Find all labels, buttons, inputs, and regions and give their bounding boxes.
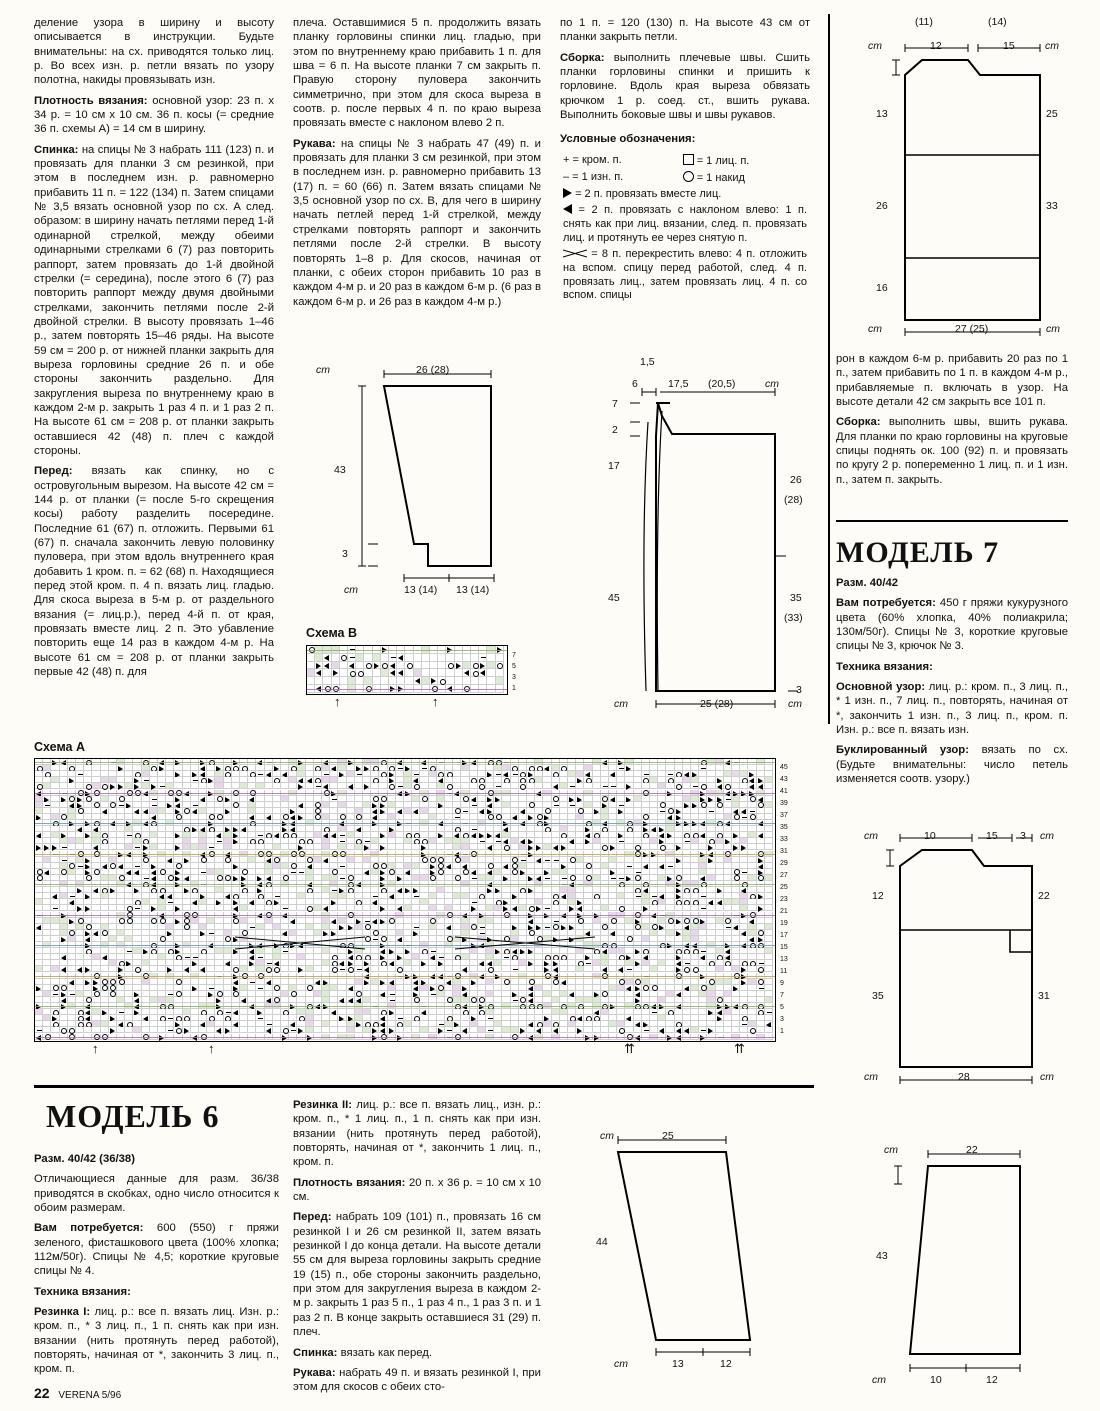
dim-label: 12 bbox=[930, 40, 942, 52]
repeat-arrow-icon: ↑ bbox=[334, 694, 341, 709]
chart-cell bbox=[373, 654, 381, 662]
diagram-sleeve-main bbox=[600, 356, 825, 716]
unit-label: cm bbox=[1040, 830, 1054, 842]
chart-cell bbox=[397, 662, 405, 670]
paragraph bbox=[836, 660, 1068, 674]
chart-cell bbox=[389, 654, 397, 662]
assembly-heading: Сборка: bbox=[560, 51, 605, 64]
chart-cell bbox=[364, 654, 372, 662]
chart-cell bbox=[373, 677, 381, 685]
dim-label: 44 bbox=[596, 1236, 608, 1248]
chart-row-label: 31 bbox=[780, 848, 788, 855]
dim-label: 43 bbox=[334, 464, 346, 476]
front-heading: Перед: bbox=[34, 465, 73, 478]
unit-label: cm bbox=[765, 378, 779, 390]
dim-label: 12 bbox=[872, 890, 884, 902]
chart-row-label: 1 bbox=[780, 1028, 784, 1035]
chart-cell bbox=[381, 662, 389, 670]
chart-cell bbox=[446, 662, 454, 670]
text-column-1 bbox=[34, 16, 274, 685]
model6-title: МОДЕЛЬ 6 bbox=[46, 1098, 220, 1134]
chart-row-label: 5 bbox=[512, 663, 516, 670]
dim-label: 25 bbox=[1046, 108, 1058, 120]
rib2-heading: Резинка II: bbox=[293, 1099, 353, 1111]
chart-cell bbox=[496, 654, 504, 662]
rib1-heading: Резинка I: bbox=[34, 1306, 91, 1319]
chart-cell bbox=[364, 669, 372, 677]
dim-label: 35 bbox=[872, 990, 884, 1002]
legend-row: = 2 п. провязать вместе лиц. bbox=[560, 187, 810, 203]
paragraph: Плотность вязания: 20 п. х 36 р. = 10 см х 10 см. bbox=[293, 1176, 542, 1204]
paragraph: Буклированный узор: вязать по сх. (Будьте внимательны: число петель изменяется соотв. узору.) bbox=[836, 744, 1068, 786]
chart-cell bbox=[414, 677, 422, 685]
text-column-4 bbox=[836, 352, 1068, 493]
chart-cell bbox=[397, 654, 405, 662]
back-heading: Спинка: bbox=[34, 143, 79, 156]
chart-cell bbox=[405, 662, 413, 670]
chart-cell bbox=[340, 677, 348, 685]
chart-cell bbox=[405, 677, 413, 685]
paragraph: Перед: вязать как спинку, но с островугольным вырезом. На высоте 42 см = 144 р. от планки (= после 5-го скрещения косы) работу разделить посередине. Последние 61 (67) п. отложить. Первыми 61 (67) п. сначала закончить левую половинку пуловера, при этом вдоль внутреннего края добавить 1 кром. п. = 62 (68) п. Находящиеся перед этой кром. п. 4 п. вязать лиц. гладью. Для скоса выреза в 5-м р. от раздельного вязания (= лиц.р.), перед 4-й п. от края, провязать вместе лиц. 2 п. Это убавление повторить еще 14 раз в каждом 4-м р. На высоте 61 см = 208 р. от планки закрыть первые 42 (48) п. для bbox=[34, 465, 274, 679]
chart-cell bbox=[487, 677, 495, 685]
paragraph: Рукава: на спицы № 3 набрать 47 (49) п. и провязать для планки 3 см резинкой, при этом в последнем изн. р. равномерно прибавить 13 (17) п. = 60 (66) п. Затем вязать спицами № 3,5 основной узор по сх. В, для чего в ширину начать петлей перед 1-й стрелкой, между стрелками повторять раппорт и закончить петлями после 2-й стрелки. В высоту повторять 1–8 р. Для скосов, начиная от планки, с обеих сторон прибавить 10 раз в каждом 4-м р. и 20 раз в каждом 6-м р. (6 раз в каждом 6-м р. и 26 раз в каждом 4-м р.) bbox=[293, 137, 541, 308]
paragraph: Перед: набрать 109 (101) п., провязать 16 см резинкой I и 26 см резинкой II, затем вязать резинкой I до конца детали. На высоте детали 55 см для выреза горловины закрыть средние 19 (15) п., обе стороны закончить раздельно, при этом для закругления выреза в каждом 2-м р. закрыть 1 раз 5 п., 1 раз 4 п., 1 раз 3 п. и 1 раз 2 п. В конце закрыть оставшиеся 31 (29) п. плеч. bbox=[293, 1211, 541, 1339]
chart-cell bbox=[323, 669, 331, 677]
paragraph: Вам потребуется: 450 г пряжи кукурузного цвета (60% хлопка, 40% полиакрила; 130м/50г). Спицы № 3, короткие круговые спицы № 3, крючок № 3. bbox=[836, 597, 1068, 653]
unit-label: cm bbox=[1045, 40, 1059, 52]
dim-label: 15 bbox=[986, 830, 998, 842]
chart-cell bbox=[487, 669, 495, 677]
chart-cell bbox=[479, 654, 487, 662]
paragraph: по 1 п. = 120 (130) п. На высоте 43 см от планки закрыть петли. bbox=[560, 17, 810, 44]
chart-row-label: 23 bbox=[780, 896, 788, 903]
chart-row-label: 9 bbox=[780, 980, 784, 987]
unit-label: cm bbox=[864, 830, 878, 842]
unit-label: cm bbox=[868, 40, 882, 52]
chart-row-label: 3 bbox=[512, 674, 516, 681]
ssk-icon bbox=[563, 204, 572, 214]
paragraph: Отличающиеся данные для разм. 36/38 приводятся в скобках, одно число относится к обоим размерам. bbox=[34, 1173, 279, 1215]
model6-text-right bbox=[293, 1098, 541, 1401]
chart-cell bbox=[405, 654, 413, 662]
chart-cell bbox=[373, 662, 381, 670]
legend-title: Условные обозначения: bbox=[560, 133, 696, 146]
chart-cell bbox=[315, 654, 323, 662]
dim-label: 13 bbox=[876, 108, 888, 120]
dim-label: 12 bbox=[986, 1374, 998, 1386]
chart-cell bbox=[471, 677, 479, 685]
chart-cell bbox=[496, 677, 504, 685]
chart-cell bbox=[332, 662, 340, 670]
chart-row-label: 13 bbox=[780, 956, 788, 963]
paragraph: Сборка: выполнить швы, вшить рукава. Для планки по краю горловины на круговые спицы поднять ок. 100 (92) п. и провязать по кругу 2 р. попеременно 1 лиц. п. и 1 изн. п., затем п. закрыть. bbox=[836, 416, 1068, 486]
dim-label: 13 (14) bbox=[404, 584, 438, 596]
dim-label: 3 bbox=[796, 684, 802, 696]
front-heading: Перед: bbox=[293, 1211, 332, 1224]
dim-label: 15 bbox=[1003, 40, 1015, 52]
paragraph: Сборка: выполнить плечевые швы. Сшить планки горловины спинки и пришить к горловине. Вдоль края выреза обвязать крючком 1 р. соед. ст., вшить рукава. Выполнить боковые швы и швы рукавов. bbox=[560, 51, 810, 122]
chart-color-line bbox=[307, 689, 507, 690]
assembly-heading-2: Сборка: bbox=[836, 416, 881, 429]
chart-row-label: 11 bbox=[780, 968, 788, 975]
diagram-model7-body bbox=[860, 812, 1060, 1092]
dim-label: 17 bbox=[608, 460, 620, 472]
paragraph: Спинка: на спицы № 3 набрать 111 (123) п. и провязать для планки 3 см резинкой, при этом в последнем изн. р. равномерно прибавить 11 п. = 122 (134) п. Затем спицами № 3,5 вязать основной узор по сх. А след. образом: в ширину начать петлями перед 1-й одинарной стрелкой, между обеими одинарными стрелками 6 (7) раз повторить раппорт, затем провязать до 1-й двойной стрелки (= середина), после этого 6 (7) раз повторить раппорт между двумя двойными стрелками, закончить петлями после 2-й двойной стрелки. В высоту провязать 1–46 р., затем повторять 15–46 ряды. На высоте 59 см = 200 р. от нижней планки закрыть для выреза горловины средние 26 п. и обе стороны закончить раздельно. Для закругления выреза по внутреннему краю в каждом 2-м р. закрыть 1 раз 4 п. и 1 раз 2 п. На высоте 61 см = 208 р. от планки закрыть оставшиеся 42 (48) п. плеч с каждой стороны. bbox=[34, 143, 274, 457]
unit-label: cm bbox=[1046, 323, 1060, 335]
text-column-3 bbox=[560, 16, 810, 304]
repeat-arrow-icon: ⇈ bbox=[624, 1041, 635, 1056]
dim-label: 2 bbox=[612, 424, 618, 436]
materials-heading: Вам потребуется: bbox=[34, 1222, 144, 1235]
chart-row-label: 27 bbox=[780, 872, 788, 879]
repeat-arrow-icon: ↑ bbox=[432, 694, 439, 709]
paragraph: Рукава: набрать 49 п. и вязать резинкой I, при этом для скосов с обеих сто- bbox=[293, 1366, 541, 1394]
dim-label: 17,5 bbox=[668, 378, 689, 390]
chart-cell bbox=[381, 669, 389, 677]
chart-row-label: 5 bbox=[780, 1004, 784, 1011]
boucle-pattern-heading: Буклированный узор: bbox=[836, 744, 969, 757]
chart-cell bbox=[471, 654, 479, 662]
sleeves-heading: Рукава: bbox=[293, 1366, 336, 1379]
dim-label: 45 bbox=[608, 592, 620, 604]
dim-label: 1,5 bbox=[640, 356, 655, 368]
chart-cell bbox=[332, 677, 340, 685]
unit-label: cm bbox=[788, 698, 802, 710]
schema-a-grid bbox=[34, 758, 776, 1042]
density-heading: Плотность вязания: bbox=[293, 1176, 406, 1189]
dim-label: 43 bbox=[876, 1250, 888, 1262]
chart-row-label: 41 bbox=[780, 788, 788, 795]
page-footer bbox=[34, 1385, 121, 1401]
chart-cell bbox=[414, 662, 422, 670]
chart-cell bbox=[307, 654, 315, 662]
chart-cell bbox=[455, 669, 463, 677]
chart-cell bbox=[315, 677, 323, 685]
back-heading: Спинка: bbox=[293, 1346, 338, 1359]
page-number: 22 bbox=[34, 1385, 50, 1401]
chart-row-label: 17 bbox=[780, 932, 788, 939]
paragraph bbox=[34, 1152, 279, 1166]
diagram-model7-sleeve bbox=[870, 1128, 1060, 1388]
size-heading: Разм. 40/42 (36/38) bbox=[34, 1153, 135, 1165]
chart-cell bbox=[422, 677, 430, 685]
unit-label: cm bbox=[614, 698, 628, 710]
dim-label: 25 (28) bbox=[700, 698, 734, 710]
paragraph: рон в каждом 6-м р. прибавить 20 раз по 1 п., затем прибавить по 1 п. в каждом 4-м р., прибавляемые п. включать в узор. На высоте детали 42 см закрыть все 101 п. bbox=[836, 353, 1068, 409]
chart-cell bbox=[332, 654, 340, 662]
horizontal-divider-model6 bbox=[34, 1085, 814, 1088]
paragraph: плеча. Оставшимися 5 п. продолжить вязать планку горловины спинки лиц. гладью, при этом по внутреннему краю прибавить 1 п. для шва = 6 п. На высоте планки 7 см закрыть п. Правую сторону пуловера закончить симметрично, при этом для скоса выреза в соотв. р. после первых 4 п. по краю выреза провязать вместе с наклоном влево 2 п. bbox=[293, 17, 541, 130]
dim-label: 10 bbox=[930, 1374, 942, 1386]
repeat-arrow-icon: ⇈ bbox=[734, 1041, 745, 1056]
chart-cell bbox=[487, 662, 495, 670]
chart-cell bbox=[340, 669, 348, 677]
k2tog-icon bbox=[563, 188, 572, 198]
diagram-back-piece bbox=[860, 16, 1060, 340]
paragraph: Резинка II: лиц. р.: все п. вязать лиц., изн. р.: кром. п., * 1 лиц. п., 1 п. снять как при изн. вязании (нить протянуть перед работой), повторять, начиная от *, закончить 1 лиц. п., кром. п. bbox=[293, 1099, 541, 1169]
dim-label: 3 bbox=[1020, 830, 1026, 842]
chart-cell bbox=[397, 669, 405, 677]
chart-cell bbox=[397, 677, 405, 685]
chart-cell bbox=[307, 662, 315, 670]
chart-cell bbox=[389, 669, 397, 677]
repeat-arrow-icon: ↑ bbox=[92, 1041, 99, 1056]
chart-cell bbox=[479, 677, 487, 685]
dim-label: (28) bbox=[784, 494, 803, 506]
chart-row-label: 33 bbox=[780, 836, 788, 843]
diagram-front-trapezoid bbox=[306, 356, 536, 616]
paragraph bbox=[836, 576, 1068, 590]
density-heading: Плотность вязания: bbox=[34, 94, 148, 107]
sleeves-heading: Рукава: bbox=[293, 137, 336, 150]
chart-cell bbox=[463, 662, 471, 670]
chart-cell bbox=[422, 669, 430, 677]
dim-label: 31 bbox=[1038, 990, 1050, 1002]
chart-cell bbox=[307, 669, 315, 677]
chart-cell bbox=[430, 662, 438, 670]
paragraph bbox=[34, 1285, 279, 1299]
chart-cell bbox=[381, 677, 389, 685]
chart-cell bbox=[463, 669, 471, 677]
cable-crossing-icon bbox=[35, 759, 775, 1041]
dim-label: 22 bbox=[1038, 890, 1050, 902]
dim-label: 12 bbox=[720, 1358, 732, 1370]
cable-icon bbox=[563, 249, 587, 258]
dim-label: 10 bbox=[924, 830, 936, 842]
chart-cell bbox=[446, 654, 454, 662]
dim-label: 35 bbox=[790, 592, 802, 604]
chart-cell bbox=[414, 669, 422, 677]
unit-label: cm bbox=[614, 1358, 628, 1370]
chart-cell bbox=[455, 662, 463, 670]
legend-row: = 2 п. провязать с наклоном влево: 1 п. снять как при лиц. вязании, след. п. провязать лиц. и протянуть ее через снятую п. bbox=[563, 203, 807, 244]
stitch-box-icon bbox=[683, 154, 694, 165]
legend-row: = 8 п. перекрестить влево: 4 п. отложить на вспом. спицу перед работой, след. 4 п. провязать лиц., затем провязать лиц. 4 п. со вспом. спицы bbox=[563, 247, 807, 302]
technique-heading: Техника вязания: bbox=[34, 1285, 131, 1298]
chart-cell bbox=[381, 654, 389, 662]
unit-label: cm bbox=[872, 1374, 886, 1386]
legend-table bbox=[560, 153, 810, 305]
chart-cell bbox=[471, 669, 479, 677]
chart-cell bbox=[438, 662, 446, 670]
dim-label: 3 bbox=[342, 548, 348, 560]
chart-row-label: 19 bbox=[780, 920, 788, 927]
paragraph: Резинка I: лиц. р.: все п. вязать лиц. Изн. р.: кром. п., * 3 лиц. п., 1 п. снять как при изн. вязании (нить протянуть перед работой), повторять, начиная от *, закончить 3 лиц. п., кром. п. bbox=[34, 1306, 279, 1376]
dim-label: 25 bbox=[662, 1130, 674, 1142]
legend-row: – = 1 изн. п. bbox=[563, 171, 624, 184]
chart-cell bbox=[438, 654, 446, 662]
chart-cell bbox=[496, 669, 504, 677]
legend-row: + = кром. п. bbox=[563, 154, 622, 167]
chart-row-label: 25 bbox=[780, 884, 788, 891]
dim-label: 26 (28) bbox=[416, 364, 450, 376]
schema-b-chart bbox=[306, 645, 516, 709]
chart-cell bbox=[496, 662, 504, 670]
chart-cell bbox=[348, 669, 356, 677]
chart-cell bbox=[323, 662, 331, 670]
dim-label: (14) bbox=[988, 16, 1007, 28]
chart-cell bbox=[455, 677, 463, 685]
dim-label: 13 (14) bbox=[456, 584, 490, 596]
schema-a-title: Схема А bbox=[34, 740, 85, 754]
publication-name: VERENA 5/96 bbox=[58, 1390, 122, 1401]
chart-cell bbox=[422, 654, 430, 662]
chart-row-label: 37 bbox=[780, 812, 788, 819]
chart-cell bbox=[348, 677, 356, 685]
legend-row: = 1 накид bbox=[680, 170, 810, 187]
chart-cell bbox=[463, 654, 471, 662]
chart-cell bbox=[356, 654, 364, 662]
chart-cell bbox=[487, 654, 495, 662]
unit-label: cm bbox=[884, 1144, 898, 1156]
vertical-divider bbox=[828, 14, 830, 724]
chart-color-line bbox=[307, 650, 507, 651]
chart-cell bbox=[356, 677, 364, 685]
chart-cell bbox=[356, 662, 364, 670]
chart-row-label: 7 bbox=[512, 652, 516, 659]
chart-cell bbox=[422, 662, 430, 670]
unit-label: cm bbox=[864, 1071, 878, 1083]
model7-title: МОДЕЛЬ 7 bbox=[836, 536, 1000, 569]
chart-cell bbox=[332, 669, 340, 677]
paragraph: Плотность вязания: основной узор: 23 п. х 34 р. = 10 см х 10 см. 36 п. косы (= средние 36 п. схемы А) = 14 см в ширину. bbox=[34, 94, 275, 136]
chart-row-label: 35 bbox=[780, 824, 788, 831]
schema-b-title: Схема В bbox=[306, 626, 357, 640]
schema-b-grid bbox=[306, 645, 508, 695]
dim-label: 6 bbox=[632, 378, 638, 390]
materials-heading: Вам потребуется: bbox=[836, 597, 936, 610]
dim-label: 13 bbox=[672, 1358, 684, 1370]
chart-cell bbox=[430, 677, 438, 685]
chart-cell bbox=[340, 662, 348, 670]
chart-row-label: 3 bbox=[780, 1016, 784, 1023]
dim-label: (20,5) bbox=[708, 378, 736, 390]
dim-label: 22 bbox=[966, 1144, 978, 1156]
chart-row-label: 29 bbox=[780, 860, 788, 867]
horizontal-divider-model7 bbox=[836, 520, 1068, 522]
chart-cell bbox=[315, 669, 323, 677]
chart-cell bbox=[430, 669, 438, 677]
chart-cell bbox=[479, 662, 487, 670]
repeat-arrow-icon: ↑ bbox=[208, 1041, 215, 1056]
dim-label: 26 bbox=[876, 200, 888, 212]
chart-cell bbox=[389, 662, 397, 670]
chart-cell bbox=[373, 669, 381, 677]
unit-label: cm bbox=[344, 584, 358, 596]
dim-label: 27 (25) bbox=[955, 323, 989, 335]
legend-row: = 1 лиц. п. bbox=[680, 153, 810, 170]
text-column-2 bbox=[293, 16, 541, 315]
main-pattern-heading: Основной узор: bbox=[836, 681, 926, 694]
model7-text bbox=[836, 576, 1068, 786]
chart-row-label: 39 bbox=[780, 800, 788, 807]
chart-row-label: 45 bbox=[780, 764, 788, 771]
paragraph: Основной узор: лиц. р.: кром. п., 3 лиц. п., * 1 изн. п., 7 лиц. п., повторять, начиная от *, закончить 1 изн. п., 3 лиц. п., кром. п. Изн. р.: все п. вязать изн. bbox=[836, 681, 1068, 737]
chart-cell bbox=[438, 677, 446, 685]
dim-label: 26 bbox=[790, 474, 802, 486]
chart-cell bbox=[455, 654, 463, 662]
diagram-model6-body bbox=[596, 1118, 810, 1378]
chart-row-label: 7 bbox=[780, 992, 784, 999]
chart-cell bbox=[356, 669, 364, 677]
chart-cell bbox=[471, 662, 479, 670]
model6-text-left bbox=[34, 1152, 279, 1383]
dim-label: 7 bbox=[612, 398, 618, 410]
chart-cell bbox=[323, 677, 331, 685]
unit-label: cm bbox=[868, 323, 882, 335]
chart-cell bbox=[430, 654, 438, 662]
chart-cell bbox=[389, 677, 397, 685]
model7-block bbox=[836, 528, 1068, 792]
chart-row-label: 1 bbox=[512, 685, 516, 692]
chart-cell bbox=[364, 677, 372, 685]
paragraph: деление узора в ширину и высоту описывается в инструкции. Будьте внимательны: на сх. приводятся только лиц. р. Во всех изн. р. петли вязать по узору полотна, накиды провязывать изн. bbox=[34, 17, 274, 87]
chart-cell bbox=[446, 669, 454, 677]
chart-row-label: 43 bbox=[780, 776, 788, 783]
chart-cell bbox=[438, 669, 446, 677]
chart-cell bbox=[479, 669, 487, 677]
technique-heading: Техника вязания: bbox=[836, 660, 933, 673]
chart-cell bbox=[364, 662, 372, 670]
chart-row-label: 15 bbox=[780, 944, 788, 951]
chart-row-label: 21 bbox=[780, 908, 788, 915]
chart-cell bbox=[323, 654, 331, 662]
unit-label: cm bbox=[316, 364, 330, 376]
chart-cell bbox=[463, 677, 471, 685]
paragraph: Спинка: вязать как перед. bbox=[293, 1346, 432, 1359]
chart-cell bbox=[340, 654, 348, 662]
schema-a-chart bbox=[34, 758, 788, 1056]
dim-label: (11) bbox=[915, 16, 933, 28]
chart-cell bbox=[348, 662, 356, 670]
size-heading: Разм. 40/42 bbox=[836, 577, 899, 589]
unit-label: cm bbox=[600, 1130, 614, 1142]
chart-cell bbox=[446, 677, 454, 685]
yarn-over-icon bbox=[683, 171, 694, 182]
dim-label: (33) bbox=[784, 612, 803, 624]
chart-cell bbox=[315, 662, 323, 670]
chart-cell bbox=[307, 677, 315, 685]
chart-cell bbox=[414, 654, 422, 662]
dim-label: 33 bbox=[1046, 200, 1058, 212]
unit-label: cm bbox=[1040, 1071, 1054, 1083]
dim-label: 28 bbox=[958, 1071, 970, 1083]
paragraph: Вам потребуется: 600 (550) г пряжи зеленого, фисташкового цвета (100% хлопка; 112м/50г). Спицы № 4,5; короткие круговые спицы № 4. bbox=[34, 1222, 279, 1278]
chart-cell bbox=[405, 669, 413, 677]
dim-label: 16 bbox=[876, 282, 888, 294]
chart-cell bbox=[348, 654, 356, 662]
